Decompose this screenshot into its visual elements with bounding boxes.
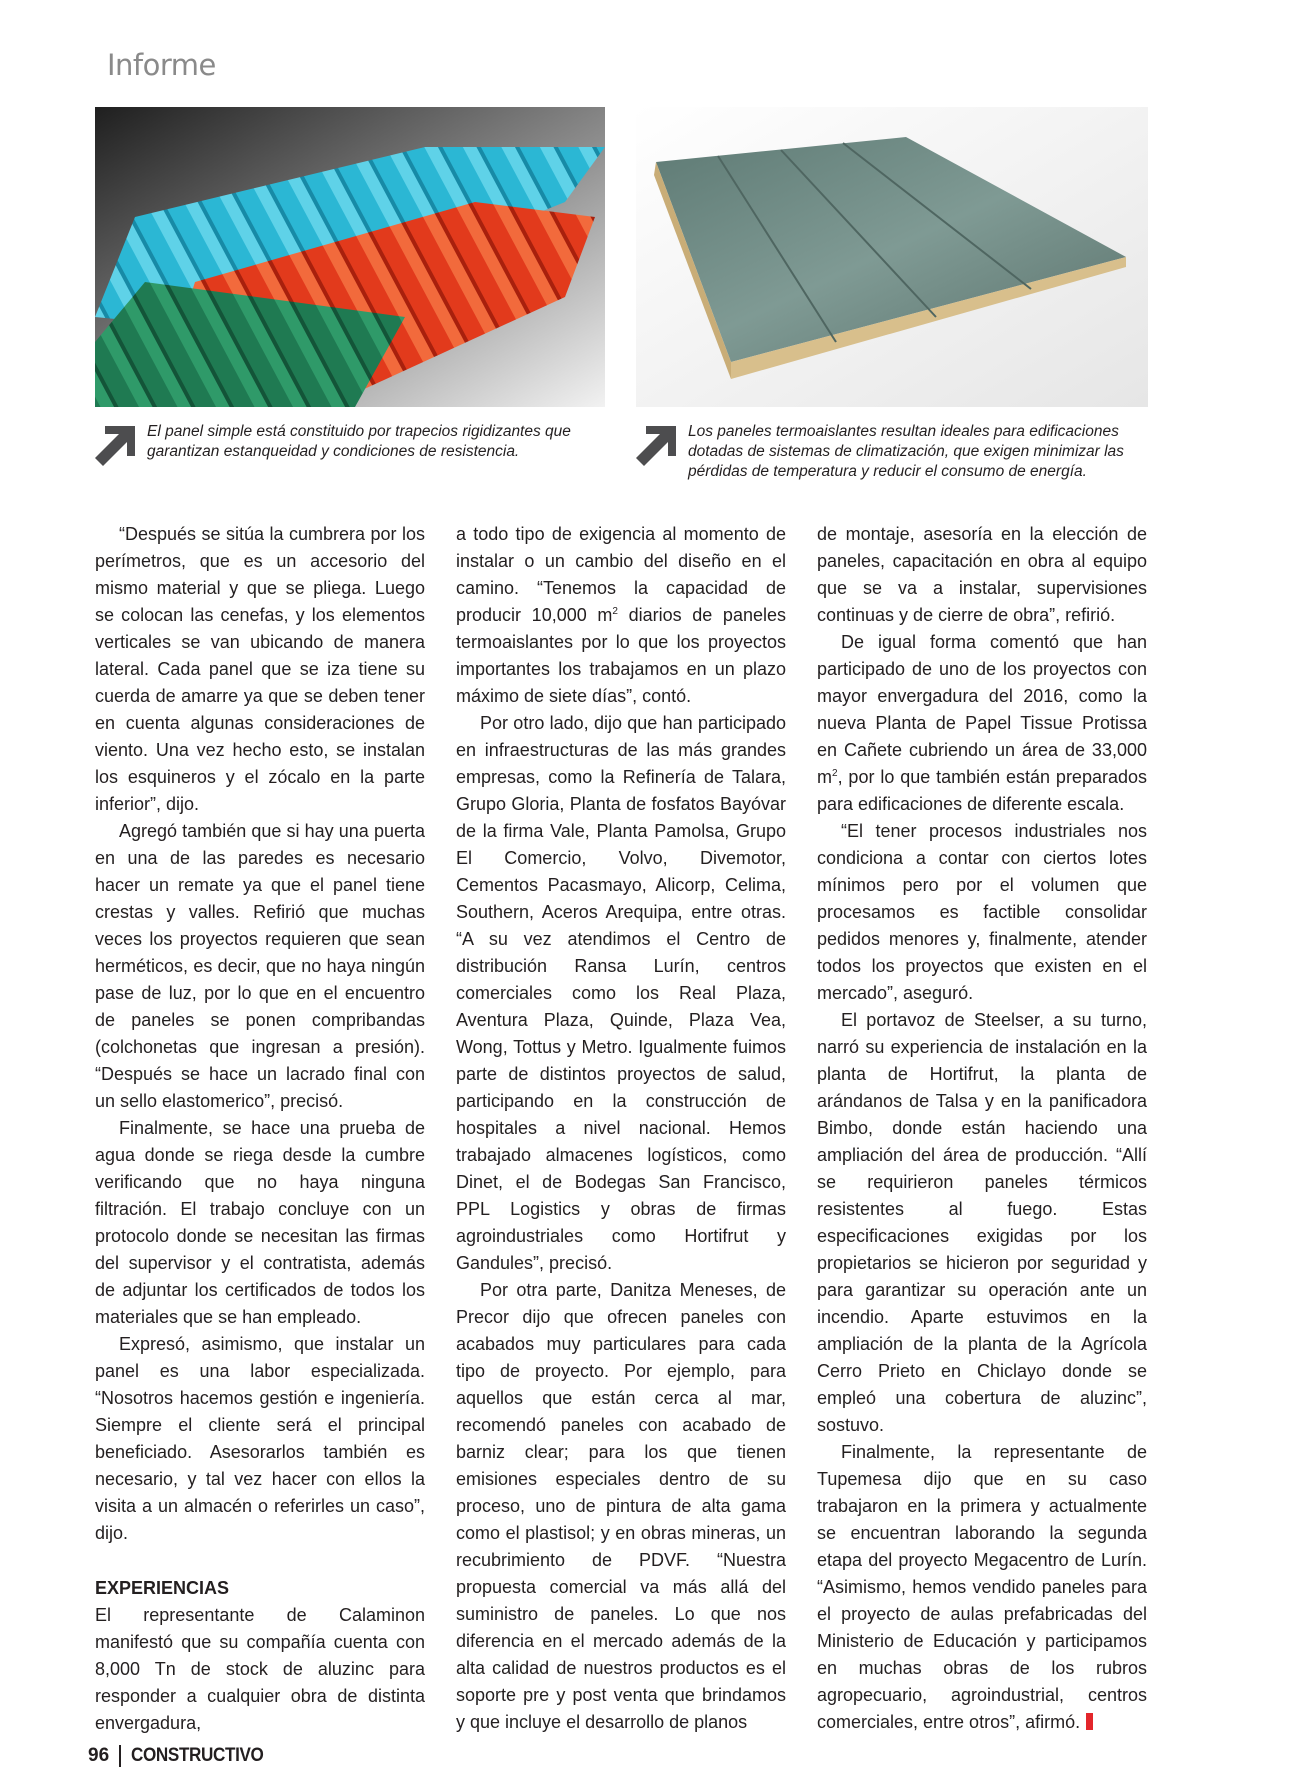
- article-column-1: [95, 521, 425, 1737]
- paragraph: [456, 521, 786, 710]
- paragraph: El portavoz de Steelser, a su turno, narró su experiencia de instalación en la planta de Hortifrut, la planta de arándanos de Talsa y en la panificadora Bimbo, donde están haciendo una ampliación del área de producción. “Allí se requirieron paneles térmicos resistentes al fuego. Estas especificaciones exigidas por los propietarios se hicieron por seguridad y para garantizar su operación ante un incendio. Aparte estuvimos en la ampliación de la planta de la Agrícola Cerro Prieto en Chiclayo donde se empleó una cobertura de aluzinc”, sostuvo.: [817, 1010, 1147, 1435]
- text-run: , por lo que también están preparados para edificaciones de diferente escala.: [817, 767, 1147, 814]
- text-run: De igual forma comentó que han participado de uno de los proyectos con mayor envergadura del 2016, como la nueva Planta de Papel Tissue Protissa en Cañete cubriendo un área de 33,000 m: [817, 632, 1147, 787]
- paragraph: “Después se sitúa la cumbrera por los perímetros, que es un accesorio del mismo material y que se pliega. Luego se colocan las cenefas, y los elementos verticales se van ubicando de manera lateral. Cada panel que se iza tiene su cuerda de amarre ya que se deben tener en cuenta algunas consideraciones de viento. Una vez hecho esto, se instalan los esquineros y el zócalo en la parte inferior”, dijo.: [95, 524, 425, 814]
- photo-insulated-panel: [636, 107, 1148, 407]
- section-heading: EXPERIENCIAS: [95, 1578, 230, 1598]
- paragraph: Finalmente, se hace una prueba de agua donde se riega desde la cumbre verificando que no haya ninguna filtración. El trabajo concluye con un protocolo donde se necesitan las firmas del supervisor y el contratista, además de adjuntar los certificados de todos los materiales que se han empleado.: [95, 1118, 425, 1327]
- text-run: a todo tipo de exigencia al momento de instalar o un cambio del diseño en el camino. “Tenemos la capacidad de producir 10,000 m: [456, 524, 786, 625]
- article-column-2: [456, 521, 786, 1736]
- caption-left-text: El panel simple está constituido por trapecios rigidizantes que garantizan estanqueidad y condiciones de resistencia.: [147, 423, 571, 460]
- paragraph: [817, 1439, 1147, 1736]
- article-column-3: [817, 521, 1147, 1736]
- paragraph: “El tener procesos industriales nos condiciona a contar con ciertos lotes mínimos pero por el volumen que procesamos es factible consolidar pedidos menores y, finalmente, atender todos los proyectos que existen en el mercado”, aseguró.: [817, 821, 1147, 1003]
- end-of-article-mark: [1086, 1713, 1093, 1730]
- paragraph: Agregó también que si hay una puerta en una de las paredes es necesario hacer un remate ya que el panel tiene crestas y valles. Refirió que muchas veces los proyectos requieren que sean herméticos, es decir, que no haya ningún pase de luz, por lo que en el encuentro de paneles se ponen compribandas (colchonetas que ingresan a presión). “Después se hace un lacrado final con un sello elastomerico”, precisó.: [95, 821, 425, 1111]
- paragraph: Expresó, asimismo, que instalar un panel es una labor especializada. “Nosotros hacemos gestión e ingeniería. Siempre el cliente será el principal beneficiado. Asesorarlos también es necesario, y tal vez hacer con ellos la visita a un almacén o referirles un caso”, dijo.: [95, 1334, 425, 1543]
- paragraph: Por otra parte, Danitza Meneses, de Precor dijo que ofrecen paneles con acabados muy particulares para cada tipo de proyecto. Por ejemplo, para aquellos que están cerca al mar, recomendó paneles con acabado de barniz clear; para los que tienen emisiones especiales dentro de su proceso, uno de pintura de alta gama como el plastisol; y en obras mineras, un recubrimiento de PDVF. “Nuestra propuesta comercial va más allá del suministro de paneles. Lo que nos diferencia en el mercado además de la alta calidad de nuestros productos es el soporte pre y post venta que brindamos y que incluye el desarrollo de planos: [456, 1280, 786, 1732]
- paragraph: de montaje, asesoría en la elección de paneles, capacitación en obra al equipo que se va a instalar, supervisiones continuas y de cierre de obra”, refirió.: [817, 524, 1147, 625]
- paragraph: El representante de Calaminon manifestó que su compañía cuenta con 8,000 Tn de stock de aluzinc para responder a cualquier obra de distinta envergadura,: [95, 1605, 425, 1733]
- page-footer: [88, 1745, 278, 1767]
- caption-right-text: Los paneles termoaislantes resultan ideales para edificaciones dotadas de sistemas de climatización, que exigen minimizar las pérdidas de temperatura y reducir el consumo de energía.: [688, 423, 1124, 480]
- superscript: 2: [832, 768, 838, 779]
- paragraph: Por otro lado, dijo que han participado en infraestructuras de las más grandes empresas, como la Refinería de Talara, Grupo Gloria, Planta de fosfatos Bayóvar de la firma Vale, Planta Pamolsa, Grupo El Comercio, Volvo, Divemotor, Cementos Pacasmayo, Alicorp, Celima, Southern, Aceros Arequipa, entre otras. “A su vez atendimos el Centro de distribución Ransa Lurín, centros comerciales como los Real Plaza, Aventura Plaza, Quinde, Plaza Vea, Wong, Tottus y Metro. Igualmente fuimos parte de distintos proyectos de salud, participando en la construcción de hospitales a nivel nacional. Hemos trabajado almacenes logísticos, como Dinet, el de Bodegas San Francisco, PPL Logistics y obras de firmas agroindustriales como Hortifrut y Gandules”, precisó.: [456, 713, 786, 1273]
- paragraph: [817, 629, 1147, 818]
- page-number: 96: [88, 1745, 110, 1766]
- footer-divider: [119, 1745, 121, 1767]
- arrow-icon: [636, 426, 676, 466]
- text-run: Finalmente, la representante de Tupemesa dijo que en su caso trabajaron en la primera y actualmente se encuentran laborando la segunda etapa del proyecto Megacentro de Lurín. “Asimismo, hemos vendido paneles para el proyecto de aulas prefabricadas del Ministerio de Educación y participamos en muchas obras de los rubros agropecuario, agroindustrial, centros comerciales, entre otros”, afirmó.: [817, 1442, 1147, 1732]
- text-run: diarios de paneles termoaislantes por lo que los proyectos importantes los trabajamos en un plazo máximo de siete días”, contó.: [456, 605, 786, 706]
- arrow-icon: [95, 426, 135, 466]
- superscript: 2: [612, 606, 618, 617]
- photo-corrugated-panels: [95, 107, 605, 407]
- magazine-name: CONSTRUCTIVO: [131, 1745, 264, 1766]
- section-label: Informe: [107, 48, 216, 82]
